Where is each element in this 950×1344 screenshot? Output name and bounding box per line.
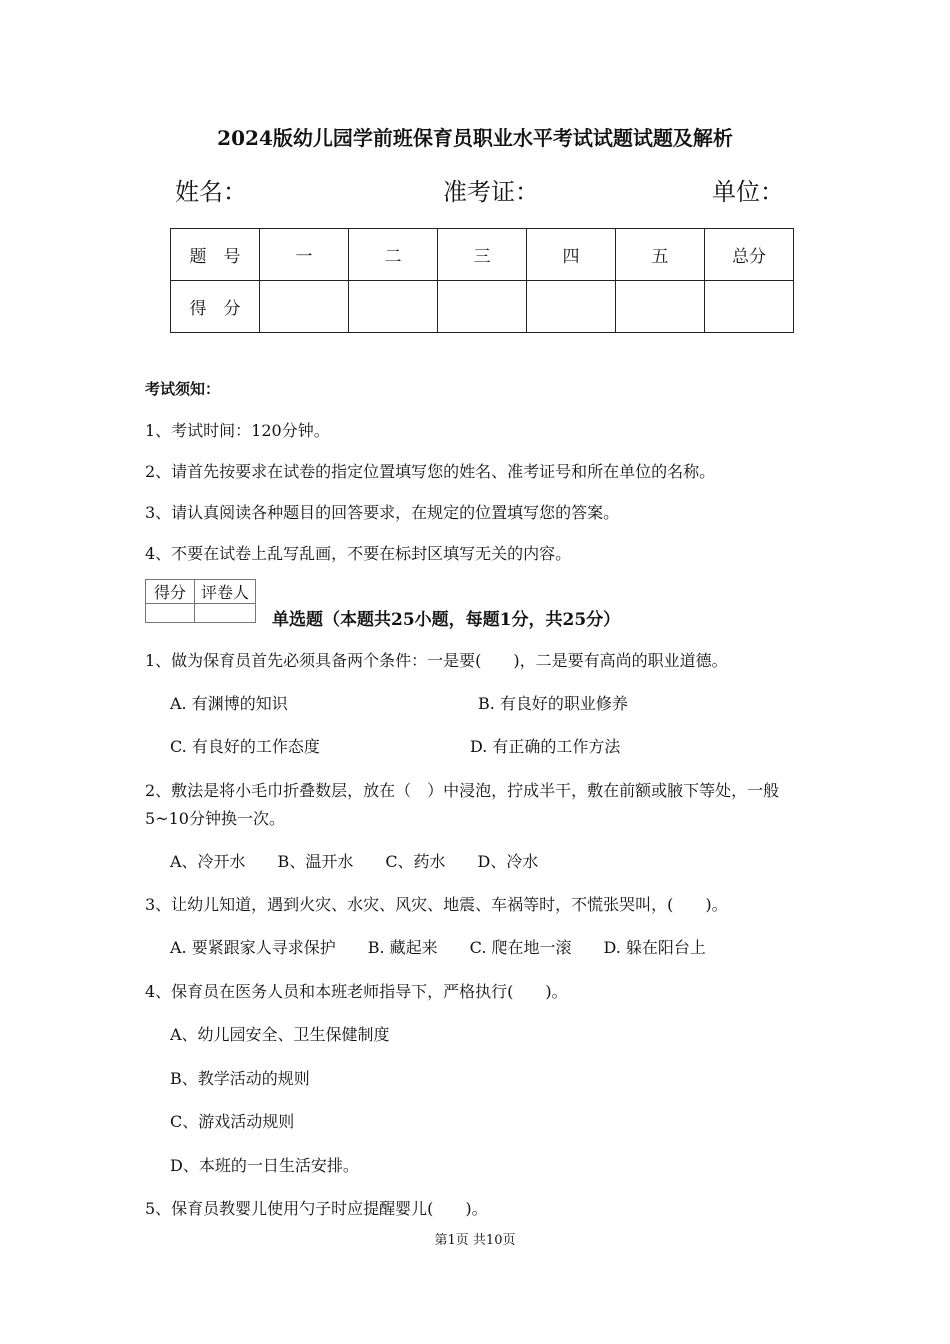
grader-box-grader-label: 评卷人 [195,580,256,604]
grader-box-score-label: 得分 [146,580,195,604]
notice-item: 3、请认真阅读各种题目的回答要求，在规定的位置填写您的答案。 [145,503,620,522]
document-title: 2024版幼儿园学前班保育员职业水平考试试题试题及解析 [217,126,733,150]
question-1-option-d: D. 有正确的工作方法 [470,737,621,756]
question-2-options: A、冷开水 B、温开水 C、药水 D、冷水 [170,852,539,871]
grader-box [145,579,256,623]
page-footer: 第1页 共10页 [434,1233,516,1248]
score-cell-5 [616,281,705,333]
question-4-option-c: C、游戏活动规则 [170,1112,295,1131]
question-3-stem: 3、让幼儿知道，遇到火灾、水灾、风灾、地震、车祸等时，不慌张哭叫，( )。 [145,895,728,914]
score-table-row-label: 得 分 [171,281,260,333]
question-1-option-c: C. 有良好的工作态度 [170,737,320,756]
question-1-option-a: A. 有渊博的知识 [170,694,288,713]
score-table-score-row [171,281,794,333]
question-4-option-a: A、幼儿园安全、卫生保健制度 [170,1025,390,1044]
score-table-header-1: 一 [260,229,349,281]
notice-item: 4、不要在试卷上乱写乱画，不要在标封区填写无关的内容。 [145,544,572,563]
notice-item: 2、请首先按要求在试卷的指定位置填写您的姓名、准考证号和所在单位的名称。 [145,462,716,481]
score-table-header-row [171,229,794,281]
question-4-option-d: D、本班的一日生活安排。 [170,1156,359,1175]
question-4-stem: 4、保育员在医务人员和本班老师指导下，严格执行( )。 [145,982,568,1001]
score-cell-total [705,281,794,333]
name-field-label: 姓名： [175,178,247,206]
score-table-header-total: 总分 [705,229,794,281]
question-1-stem: 1、做为保育员首先必须具备两个条件：一是要( )，二是要有高尚的职业道德。 [145,651,728,670]
grader-box-grader-cell [195,604,256,623]
question-3-options: A. 要紧跟家人寻求保护 B. 藏起来 C. 爬在地一滚 D. 躲在阳台上 [170,938,706,957]
question-1-option-b: B. 有良好的职业修养 [478,694,628,713]
score-cell-2 [349,281,438,333]
unit-field-label: 单位： [712,178,784,206]
score-cell-3 [438,281,527,333]
score-table-header-4: 四 [527,229,616,281]
score-table-header-label: 题 号 [171,229,260,281]
score-cell-1 [260,281,349,333]
notice-item: 1、考试时间：120分钟。 [145,421,330,440]
score-table-header-2: 二 [349,229,438,281]
score-table-header-3: 三 [438,229,527,281]
score-table [170,228,794,333]
question-4-option-b: B、教学活动的规则 [170,1069,310,1088]
notice-title: 考试须知： [145,380,221,398]
question-2-stem-line-2: 5~10分钟换一次。 [145,809,285,828]
exam-id-field-label: 准考证： [443,178,539,206]
score-cell-4 [527,281,616,333]
score-table-header-5: 五 [616,229,705,281]
grader-box-score-cell [146,604,195,623]
question-2-stem-line-1: 2、敷法是将小毛巾折叠数层，放在（ ）中浸泡，拧成半干，敷在前额或腋下等处，一般 [145,781,780,800]
section-title: 单选题（本题共25小题，每题1分，共25分） [272,610,621,630]
question-5-stem: 5、保育员教婴儿使用勺子时应提醒婴儿( )。 [145,1199,488,1218]
